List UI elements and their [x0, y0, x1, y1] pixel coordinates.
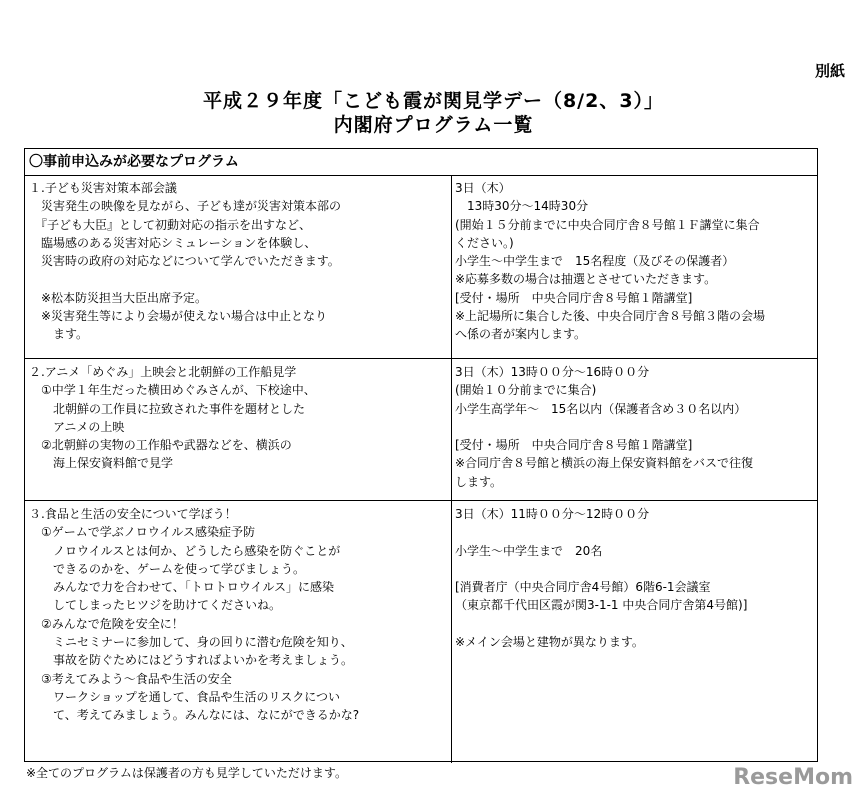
program-details: 3日（木） 13時30分～14時30分 (開始１５分前までに中央合同庁舎８号館１Ｆ講堂に集合 ください。) 小学生～中学生まで 15名程度（及びその保護者） ※応募多数の場合は抽選とさせていただきます。 [受付・場所 中央合同庁舎８号館１階講堂] ※上記場所に集合した後、中央合同庁舎８号館３階の会場 へ係の者が案内します。	[455, 181, 766, 342]
footnote: ※全てのプログラムは保護者の方も見学していただけます。	[26, 766, 347, 780]
section-header: 〇事前申込みが必要なプログラム	[25, 149, 817, 176]
program-details: 3日（木）11時００分～12時００分 小学生～中学生まで 20名 [消費者庁（中央合同庁舎4号館）6階6-1会議室 （東京都千代田区霞が関3-1-1 中央合同庁舎第4号館)] ※メイン会場と建物が異なります。	[455, 507, 748, 650]
table-row	[25, 359, 817, 501]
table-row	[25, 501, 817, 763]
attachment-label: 別紙	[814, 62, 845, 80]
program-description: １.子ども災害対策本部会議 災害発生の映像を見ながら、子ども達が災害対策本部の 『子ども大臣』として初動対応の指示を出すなど、 臨場感のある災害対応シミュレーションを体験し、 災害時の政府の対応などについて学んでいただきます。 ※松本防災担当大臣出席予定。 ※災害発生等により会場が使えない場合は中止となり ます。	[29, 181, 342, 342]
program-description: ３.食品と生活の安全について学ぼう！ ①ゲームで学ぶノロウイルス感染症予防 ノロウイルスとは何か、どうしたら感染を防ぐことが できるのかを、ゲームを使って学びましょう。 みんなで力を合わせて、「トロトロウイルス」に感染 してしまったヒツジを助けてくださいね。 ②みんなで危険を安全に！ ミニセミナーに参加して、身の回りに潜む危険を知り、 事故を防ぐためにはどうすればよいかを考えましょう。 ③考えてみよう～食品や生活の安全 ワークショップを通して、食品や生活のリスクについ て、考えてみましょう。みんなには、なにができるかな?	[29, 507, 360, 723]
program-description: ２.アニメ「めぐみ」上映会と北朝鮮の工作船見学 ①中学１年生だった横田めぐみさんが、下校途中、 北朝鮮の工作員に拉致された事件を題材とした アニメの上映 ②北朝鮮の実物の工作船や武器などを、横浜の 海上保安資料館で見学	[29, 365, 316, 471]
table-row	[25, 176, 817, 359]
resemom-logo: ReseMom	[733, 765, 853, 790]
program-table	[24, 148, 818, 762]
page-title: 平成２９年度「こども霞が関見学デー（8/2、3）」	[202, 90, 665, 112]
page-subtitle: 内閣府プログラム一覧	[333, 114, 534, 136]
program-details: 3日（木）13時００分～16時００分 (開始１０分前までに集合) 小学生高学年～ 15名以内（保護者含め３０名以内） [受付・場所 中央合同庁舎８号館１階講堂] ※合同庁舎８号館と横浜の海上保安資料館をバスで往復 します。	[455, 365, 754, 489]
